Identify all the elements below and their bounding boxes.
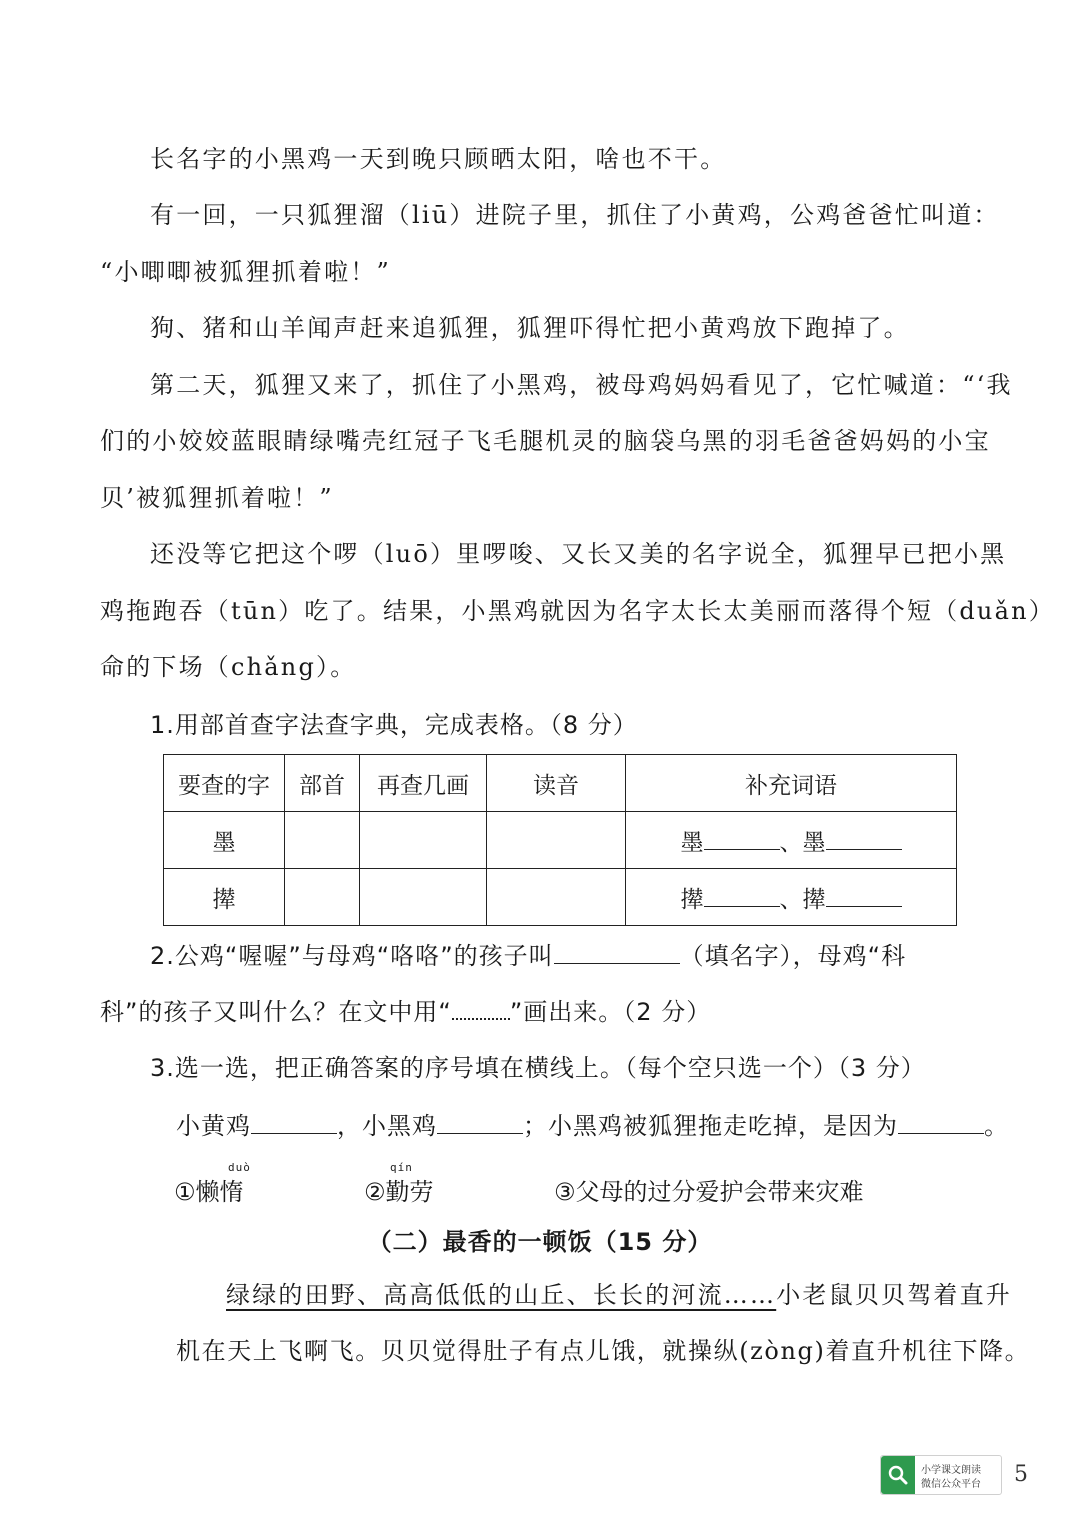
option-1: ①懒惰 xyxy=(174,1178,244,1206)
story-line: 命的下场（chǎng）。 xyxy=(100,653,357,681)
word-blank[interactable] xyxy=(826,886,902,907)
section-2-line xyxy=(226,1279,1013,1311)
q3-answer-blank[interactable] xyxy=(251,1111,337,1134)
brand-subtitle: 微信公众平台 xyxy=(921,1479,981,1490)
word-blank[interactable] xyxy=(704,829,780,850)
table-header: 再查几画 xyxy=(360,755,487,812)
radical-cell[interactable] xyxy=(285,812,360,869)
story-line: 长名字的小黑鸡一天到晚只顾晒太阳，啥也不干。 xyxy=(150,145,727,173)
pronunciation-cell[interactable] xyxy=(487,812,626,869)
story-line: 还没等它把这个啰（luō）里啰唆、又长又美的名字说全，狐狸早已把小黑 xyxy=(150,540,1007,568)
word-prefix: 撵 xyxy=(680,886,704,913)
underlined-phrase: 绿绿的田野、高高低低的山丘、长长的河流…… xyxy=(226,1281,777,1309)
story-line: 们的小姣姣蓝眼睛绿嘴壳红冠子飞毛腿机灵的脑袋乌黑的羽毛爸爸妈妈的小宝 xyxy=(100,427,991,455)
q2-text: （填名字），母鸡“科 xyxy=(679,942,907,970)
q3-text: 。 xyxy=(984,1112,1009,1140)
story-line: 有一回，一只狐狸溜（liū）进院子里，抓住了小黄鸡，公鸡爸爸忙叫道： xyxy=(150,201,1000,229)
story-line: “小唧唧被狐狸抓着啦！” xyxy=(100,258,391,286)
q2-text: 科”的孩子又叫什么？在文中用“ xyxy=(100,998,452,1026)
question-2-line-2 xyxy=(100,996,711,1028)
question-2-line-1 xyxy=(150,940,906,972)
q3-text: 小黄鸡 xyxy=(176,1112,251,1140)
search-icon xyxy=(881,1456,915,1494)
word-cell[interactable] xyxy=(626,812,957,869)
lookup-char: 墨 xyxy=(164,812,285,869)
q2-answer-blank[interactable] xyxy=(554,941,680,964)
question-3-title: 3.选一选，把正确答案的序号填在横线上。（每个空只选一个）（3 分） xyxy=(150,1054,926,1082)
word-prefix: 墨 xyxy=(680,829,704,856)
question-3-fill xyxy=(176,1110,1009,1142)
q3-text: ；小黑鸡被狐狸拖走吃掉，是因为 xyxy=(523,1112,898,1140)
section-2-text: 小老鼠贝贝驾着直升 xyxy=(776,1281,1013,1309)
q3-answer-blank[interactable] xyxy=(898,1111,984,1134)
q3-text: ，小黑鸡 xyxy=(337,1112,437,1140)
table-header: 部首 xyxy=(285,755,360,812)
word-blank[interactable] xyxy=(826,829,902,850)
story-line: 狗、猪和山羊闻声赶来追狐狸，狐狸吓得忙把小黄鸡放下跑掉了。 xyxy=(150,314,910,342)
pinyin-annotation: duò xyxy=(228,1161,251,1174)
question-1-title: 1.用部首查字法查字典，完成表格。（8 分） xyxy=(150,711,638,739)
q3-answer-blank[interactable] xyxy=(437,1111,523,1134)
word-cell[interactable] xyxy=(626,869,957,926)
q2-text: ”画出来。（2 分） xyxy=(509,998,712,1026)
story-line: 鸡拖跑吞（tūn）吃了。结果，小黑鸡就因为名字太长太美丽而落得个短（duǎn） xyxy=(100,597,1055,625)
option-2: ②勤劳 xyxy=(364,1178,434,1206)
table-header: 要查的字 xyxy=(164,755,285,812)
word-prefix: 撵 xyxy=(802,886,826,913)
wavy-line-mark xyxy=(452,1000,510,1020)
section-2-line: 机在天上飞啊飞。贝贝觉得肚子有点儿饿，就操纵(zòng)着直升机往下降。 xyxy=(176,1337,1031,1365)
table-row xyxy=(164,812,957,869)
dictionary-table xyxy=(163,754,957,926)
lookup-char: 撵 xyxy=(164,869,285,926)
word-blank[interactable] xyxy=(704,886,780,907)
section-2-title: （二）最香的一顿饭（15 分） xyxy=(367,1228,713,1256)
word-separator: 、 xyxy=(779,829,803,856)
table-header-row xyxy=(164,755,957,812)
pronunciation-cell[interactable] xyxy=(487,869,626,926)
word-prefix: 墨 xyxy=(802,829,826,856)
page-number: 5 xyxy=(1014,1462,1028,1487)
table-row xyxy=(164,869,957,926)
brand-badge xyxy=(880,1455,1002,1495)
option-3: ③父母的过分爱护会带来灾难 xyxy=(554,1178,864,1206)
table-header: 补充词语 xyxy=(626,755,957,812)
strokes-cell[interactable] xyxy=(360,869,487,926)
pinyin-annotation: qín xyxy=(390,1161,413,1174)
table-header: 读音 xyxy=(487,755,626,812)
brand-name: 小学课文朗读 xyxy=(921,1465,981,1476)
word-separator: 、 xyxy=(779,886,803,913)
radical-cell[interactable] xyxy=(285,869,360,926)
story-line: 第二天，狐狸又来了，抓住了小黑鸡，被母鸡妈妈看见了，它忙喊道：“‘我 xyxy=(150,371,1013,399)
q2-text: 2.公鸡“喔喔”与母鸡“咯咯”的孩子叫 xyxy=(150,942,554,970)
strokes-cell[interactable] xyxy=(360,812,487,869)
story-line: 贝’被狐狸抓着啦！” xyxy=(100,484,334,512)
